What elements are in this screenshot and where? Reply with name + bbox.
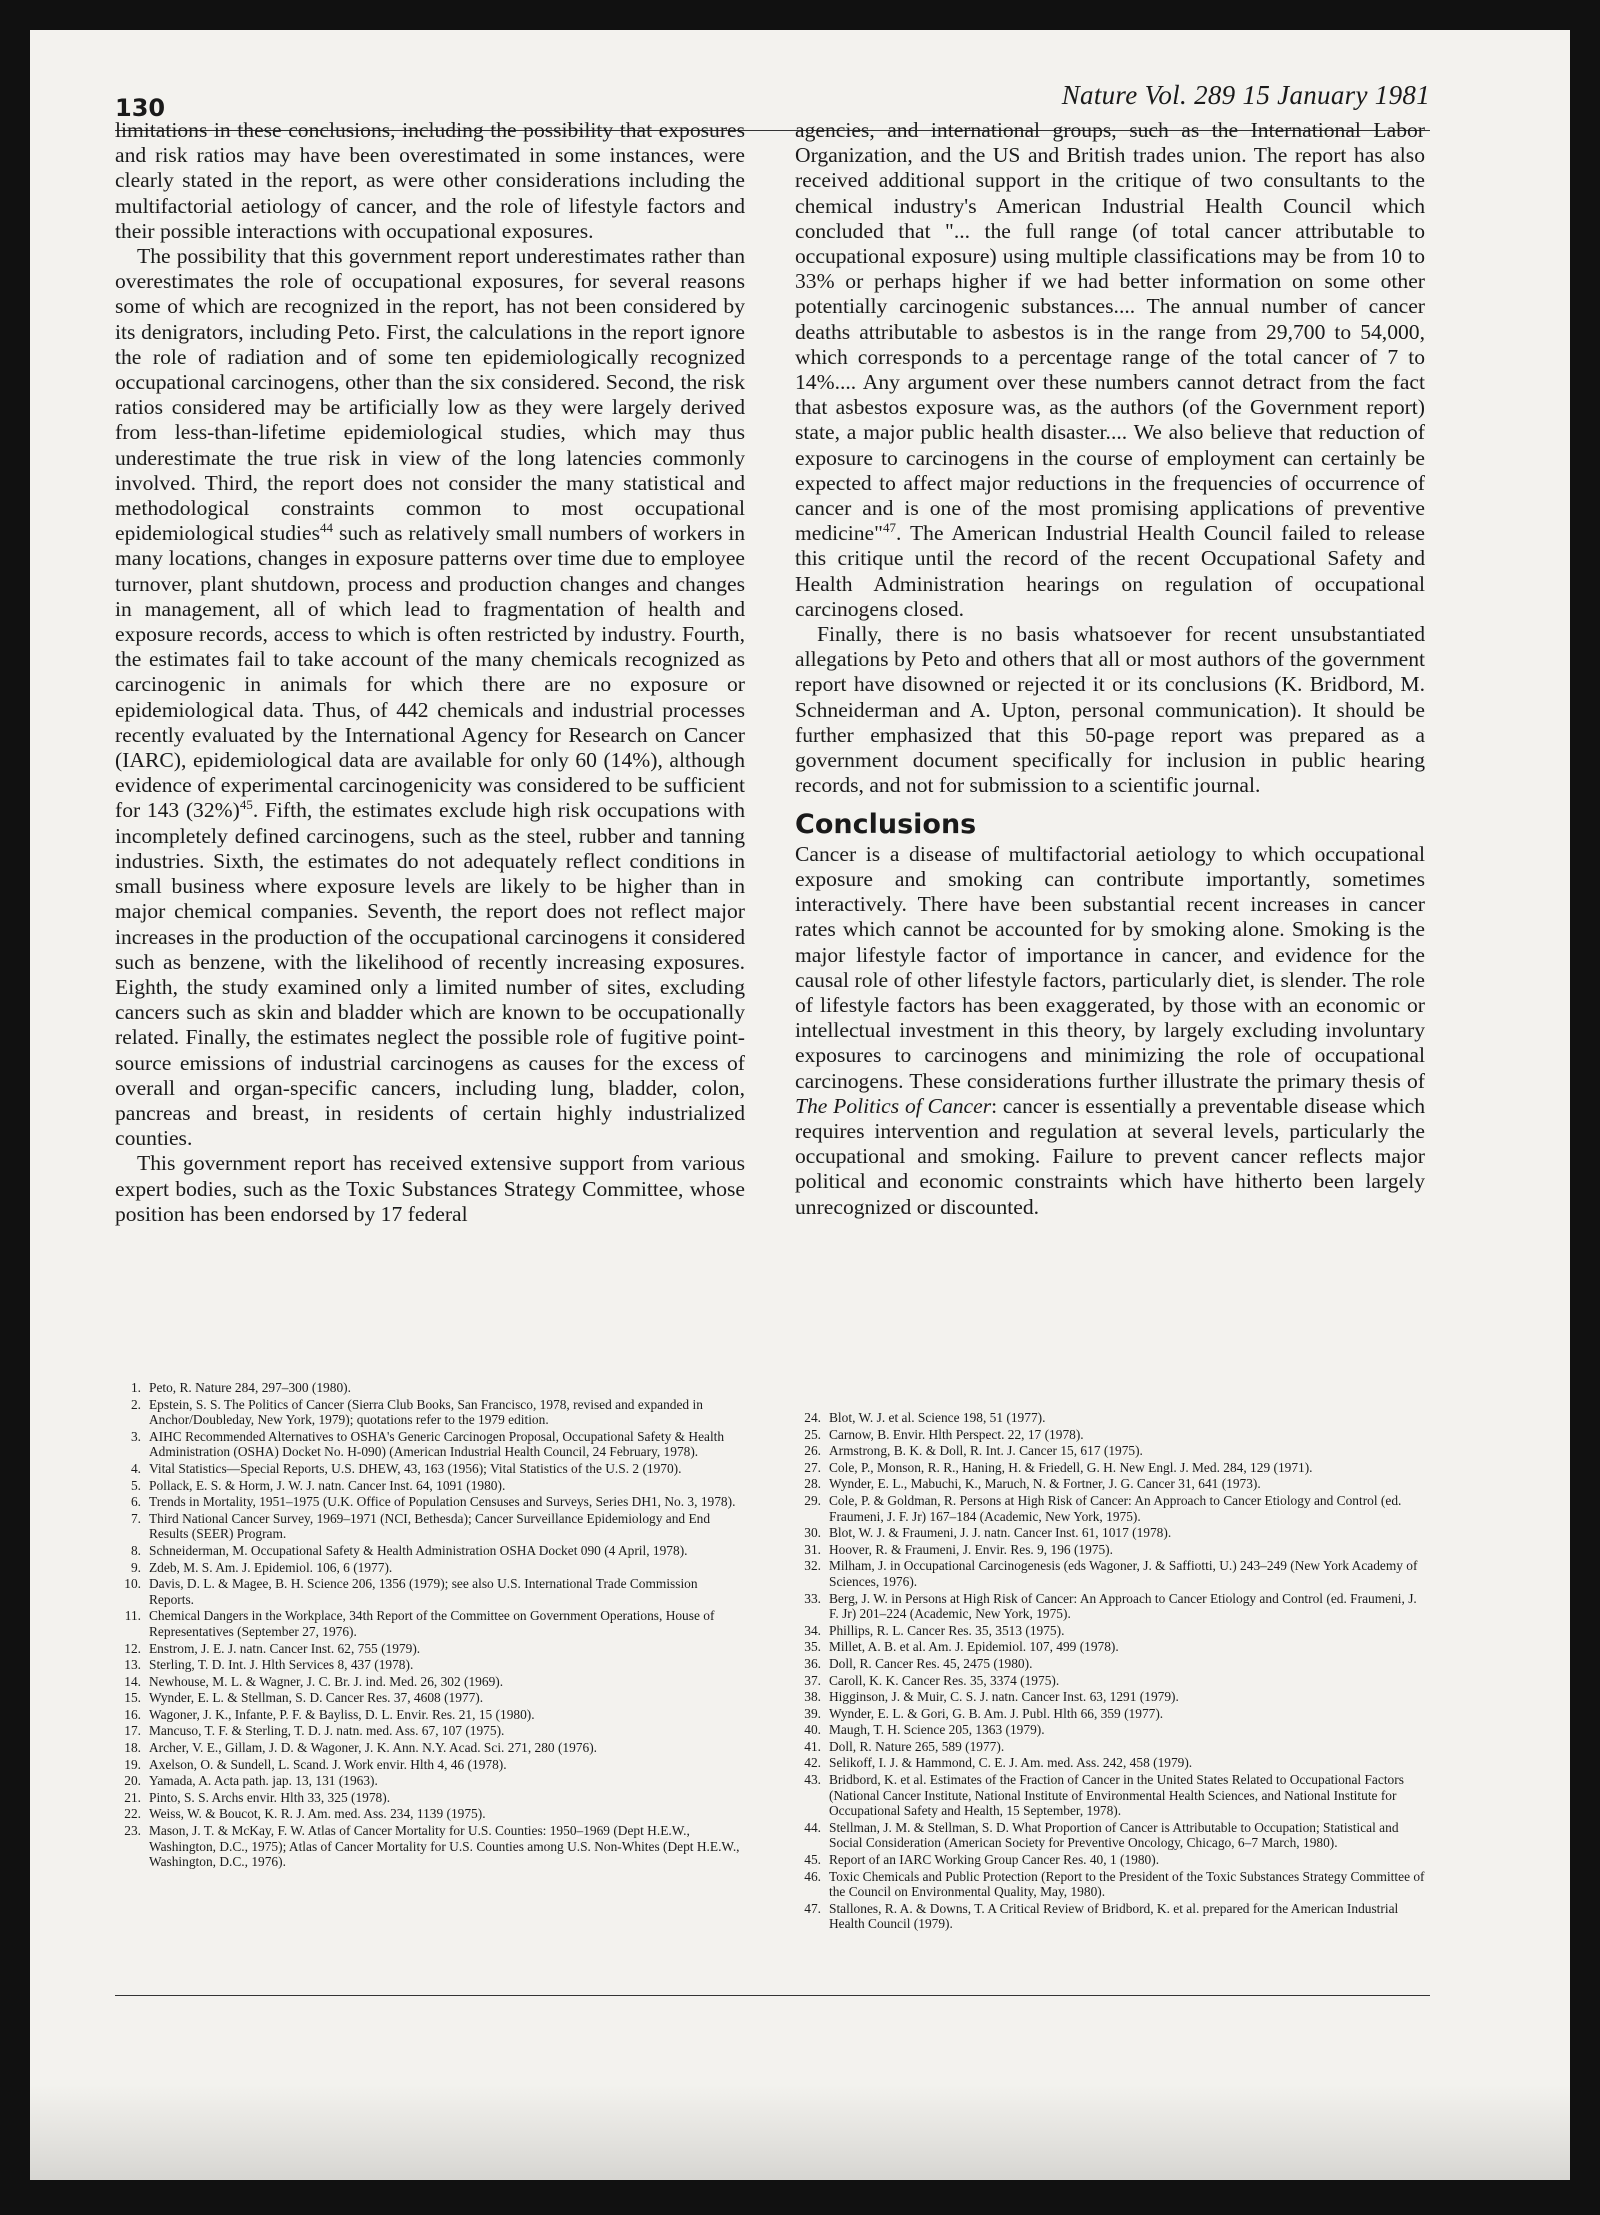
reference-item [115,1429,745,1460]
reference-item [115,1494,745,1510]
reference-number: 30. [804,1525,821,1541]
reference-text: Pollack, E. S. & Horm, J. W. J. natn. Cancer Inst. 64, 1091 (1980). [149,1477,506,1493]
reference-text: Blot, W. J. & Fraumeni, J. J. natn. Cancer Inst. 61, 1017 (1978). [829,1525,1172,1541]
reference-number: 18. [124,1740,141,1756]
reference-item [795,1639,1425,1655]
reference-item [115,1757,745,1773]
reference-number: 7. [130,1510,141,1526]
reference-text: Trends in Mortality, 1951–1975 (U.K. Office of Population Censuses and Surveys, Series DH1, No. 3, 1978). [149,1494,736,1510]
reference-number: 13. [124,1657,141,1673]
reference-number: 33. [804,1590,821,1606]
reference-item [115,1790,745,1806]
journal-page [30,30,1570,2180]
page-bottom-edge [30,2085,1570,2180]
reference-number: 11. [124,1608,141,1624]
reference-item [115,1543,745,1559]
reference-number: 47. [804,1900,821,1916]
reference-item [115,1511,745,1542]
reference-item [795,1820,1425,1851]
reference-text: Selikoff, I. J. & Hammond, C. E. J. Am. med. Ass. 242, 458 (1979). [829,1755,1193,1771]
reference-number: 23. [124,1823,141,1839]
reference-item [115,1397,745,1428]
reference-text: Vital Statistics—Special Reports, U.S. DHEW, 43, 163 (1956); Vital Statistics of the U.S. 2 (1970). [149,1460,682,1476]
section-heading: Conclusions [795,809,977,841]
reference-number: 19. [124,1756,141,1772]
reference-text: Sterling, T. D. Int. J. Hlth Services 8, 437 (1978). [149,1657,414,1673]
reference-number: 42. [804,1755,821,1771]
reference-item [115,1576,745,1607]
reference-item [795,1772,1425,1819]
footer-rule [115,1995,1430,1996]
reference-number: 5. [130,1477,141,1493]
reference-text: Caroll, K. K. Cancer Res. 35, 3374 (1975). [829,1672,1060,1688]
reference-text: Mancuso, T. F. & Sterling, T. D. J. natn. med. Ass. 67, 107 (1975). [149,1723,505,1739]
citation-superscript: 44 [320,520,334,536]
reference-item [795,1852,1425,1868]
citation-superscript: 45 [239,797,253,813]
references-left [115,1380,745,1871]
reference-number: 6. [130,1494,141,1510]
reference-number: 27. [804,1459,821,1475]
reference-item [795,1755,1425,1771]
paragraph: This government report has received extensive support from various expert bodies, such as the Toxic Substances Strategy Committee, whose position has been endorsed by 17 federal [115,1151,745,1226]
reference-item [795,1460,1425,1476]
reference-number: 16. [124,1706,141,1722]
reference-number: 22. [124,1806,141,1822]
text-run: : cancer is essentially a preventable disease which requires intervention and regulation at several levels, particularly the occupational and smoking. Failure to prevent cancer reflects major political and economic constraints which have hitherto been largely unrecognized or discounted. [795,1093,1425,1219]
reference-item [795,1591,1425,1622]
reference-item [795,1443,1425,1459]
paragraph [795,842,1425,1220]
reference-text: Wynder, E. L. & Stellman, S. D. Cancer Res. 37, 4608 (1977). [149,1690,484,1706]
reference-text: Wynder, E. L. & Gori, G. B. Am. J. Publ. Hlth 66, 359 (1977). [829,1705,1164,1721]
reference-item [795,1673,1425,1689]
reference-number: 15. [124,1690,141,1706]
reference-text: Higginson, J. & Muir, C. S. J. natn. Cancer Inst. 63, 1291 (1979). [829,1689,1179,1705]
reference-text: Cole, P., Monson, R. R., Haning, H. & Friedell, G. H. New Engl. J. Med. 284, 129 (1971). [829,1459,1313,1475]
reference-item [115,1806,745,1822]
page-number: 130 [115,94,166,122]
reference-number: 45. [804,1852,821,1868]
text-run: . Fifth, the estimates exclude high risk occupations with incompletely defined carcinogens, such as the steel, rubber and tanning industries. Sixth, the estimates do not adequately reflect conditions in small business where exposure levels are likely to be higher than in major chemical companies. Seventh, the report does not reflect major increases in the production of the occupational carcinogens it considered such as benzene, with the likelihood of recently increasing exposures. Eighth, the study examined only a limited number of sites, excluding cancers such as skin and bladder which are known to be occupationally related. Finally, the estimates neglect the possible role of fugitive point-source emissions of industrial carcinogens as causes for the excess of overall and organ-specific cancers, including lung, bladder, colon, pancreas and breast, in residents of certain highly industrialized counties. [115,798,745,1151]
paragraph: limitations in these conclusions, including the possibility that exposures and risk ratios may have been overestimated in some instances, were clearly stated in the report, as were other considerations including the multifactorial aetiology of cancer, and the role of lifestyle factors and their possible interactions with occupational exposures. [115,118,745,243]
reference-item [795,1689,1425,1705]
paragraph: Finally, there is no basis whatsoever for recent unsubstantiated allegations by Peto and others that all or most authors of the government report have disowned or rejected it or its conclusions (K. Bridbord, M. Schneiderman and A. Upton, personal communication). It should be further emphasized that this 50-page report was prepared as a government document specifically for inclusion in public hearing records, and not for submission to a scientific journal. [795,622,1425,798]
reference-number: 3. [130,1428,141,1444]
reference-item [795,1493,1425,1524]
reference-number: 43. [804,1772,821,1788]
reference-number: 25. [804,1426,821,1442]
reference-number: 35. [804,1639,821,1655]
reference-text: Doll, R. Nature 265, 589 (1977). [829,1738,1005,1754]
reference-text: Stallones, R. A. & Downs, T. A Critical Review of Bridbord, K. et al. prepared for the American Industrial Health Council (1979). [829,1900,1399,1932]
reference-text: Milham, J. in Occupational Carcinogenesis (eds Wagoner, J. & Saffiotti, U.) 243–249 (New York Academy of Sciences, 1976). [829,1558,1418,1589]
reference-number: 38. [804,1689,821,1705]
reference-text: Yamada, A. Acta path. jap. 13, 131 (1963). [149,1773,378,1789]
reference-number: 29. [804,1492,821,1508]
text-run: . The American Industrial Health Council failed to release this critique until the record of the recent Occupational Safety and Health Administration hearings on regulation of occupational carcinogens closed. [795,521,1425,621]
reference-number: 14. [124,1673,141,1689]
book-title: The Politics of Cancer [795,1093,992,1118]
reference-number: 37. [804,1672,821,1688]
reference-text: Phillips, R. L. Cancer Res. 35, 3513 (1975). [829,1622,1065,1638]
reference-text: Wynder, E. L., Mabuchi, K., Maruch, N. & Fortner, J. G. Cancer 31, 641 (1973). [829,1476,1261,1492]
reference-text: Peto, R. Nature 284, 297–300 (1980). [149,1380,351,1395]
reference-text: Chemical Dangers in the Workplace, 34th Report of the Committee on Government Operations, House of Representatives (September 27, 1976). [149,1608,715,1639]
reference-text: Carnow, B. Envir. Hlth Perspect. 22, 17 (1978). [829,1426,1084,1442]
text-run: Cancer is a disease of multifactorial aetiology to which occupational exposure and smoking can contribute importantly, sometimes interactively. There have been substantial recent increases in cancer rates which cannot be accounted for by smoking alone. Smoking is the major lifestyle factor of importance in cancer, and evidence for the causal role of other lifestyle factors, particularly diet, is slender. The role of lifestyle factors has been exaggerated, by those with an economic or intellectual investment in this theory, by largely excluding involuntary exposures to carcinogens and minimizing the role of occupational carcinogens. These considerations further illustrate the primary thesis of [795,841,1425,1093]
reference-number: 9. [130,1559,141,1575]
reference-text: Millet, A. B. et al. Am. J. Epidemiol. 107, 499 (1978). [829,1639,1119,1655]
reference-number: 36. [804,1655,821,1671]
reference-item [795,1869,1425,1900]
paragraph [115,244,745,1151]
reference-text: Blot, W. J. et al. Science 198, 51 (1977). [829,1410,1046,1425]
reference-item [115,1461,745,1477]
reference-item [795,1739,1425,1755]
reference-number: 2. [130,1396,141,1412]
reference-text: Maugh, T. H. Science 205, 1363 (1979). [829,1722,1045,1738]
reference-text: Stellman, J. M. & Stellman, S. D. What Proportion of Cancer is Attributable to Occupation; Statistical and Social Consideration (American Society for Preventive Oncology, Chicago, 6–7 March, 1980). [829,1819,1399,1851]
text-run: agencies, and international groups, such as the International Labor Organization, and the US and British trades union. The report has also received additional support in the critique of two consultants to the chemical industry's American Industrial Health Council which concluded that "... the full range (of total cancer attributable to occupational exposure) using multiple classifications may be from 10 to 33% or perhaps higher if we had better information on some other potentially carcinogenic substances.... The annual number of cancer deaths attributable to asbestos is in the range from 29,700 to 54,000, which corresponds to a percentage range of the total cancer of 7 to 14%.... Any argument over these numbers cannot detract from the fact that asbestos exposure was, as the authors (of the Government report) state, a major public health disaster.... We also believe that reduction of exposure to carcinogens in the course of employment can certainly be expected to affect major reductions in the frequencies of occurrence of cancer and is one of the most promising applications of preventive medicine" [795,118,1425,546]
reference-item [115,1823,745,1870]
reference-text: Hoover, R. & Fraumeni, J. Envir. Res. 9, 196 (1975). [829,1541,1113,1557]
reference-number: 34. [804,1622,821,1638]
reference-text: Armstrong, B. K. & Doll, R. Int. J. Cancer 15, 617 (1975). [829,1443,1143,1459]
reference-number: 10. [124,1576,141,1592]
reference-item [115,1641,745,1657]
reference-number: 21. [124,1789,141,1805]
reference-number: 17. [124,1723,141,1739]
reference-number: 28. [804,1476,821,1492]
reference-text: Davis, D. L. & Magee, B. H. Science 206, 1356 (1979); see also U.S. International Trade Commission Reports. [149,1576,698,1607]
reference-number: 4. [130,1460,141,1476]
references-right [795,1410,1425,1933]
left-column [115,118,745,1227]
reference-item [795,1706,1425,1722]
reference-text: Toxic Chemicals and Public Protection (Report to the President of the Toxic Substances Strategy Committee of the Council on Environmental Quality, May, 1980). [829,1868,1425,1900]
reference-text: Third National Cancer Survey, 1969–1971 (NCI, Bethesda); Cancer Surveillance Epidemiology and End Results (SEER) Program. [149,1510,711,1542]
reference-number: 46. [804,1868,821,1884]
reference-item [795,1525,1425,1541]
reference-item [795,1476,1425,1492]
reference-item [115,1740,745,1756]
reference-item [795,1558,1425,1589]
reference-text: Epstein, S. S. The Politics of Cancer (Sierra Club Books, San Francisco, 1978, revised and expanded in Anchor/Doubleday, New York, 1979); quotations refer to the 1979 edition. [149,1396,703,1428]
reference-item [795,1722,1425,1738]
reference-number: 8. [130,1542,141,1558]
text-run: The possibility that this government report underestimates rather than overestimates the role of occupational exposures, for several reasons some of which are recognized in the report, has not been considered by its denigrators, including Peto. First, the calculations in the report ignore the role of radiation and of some ten epidemiologically recognized occupational carcinogens, other than the six considered. Second, the risk ratios considered may be artificially low as they were largely derived from less-than-lifetime epidemiological studies, which may thus underestimate the true risk in view of the long latencies commonly involved. Third, the report does not consider the many statistical and methodological constraints common to most occupational epidemiological studies [115,244,745,546]
citation-superscript: 47 [882,520,896,536]
reference-number: 31. [804,1541,821,1557]
reference-item [795,1656,1425,1672]
right-column [795,118,1425,1220]
reference-item [115,1657,745,1673]
reference-text: Report of an IARC Working Group Cancer Res. 40, 1 (1980). [829,1852,1160,1868]
reference-text: Pinto, S. S. Archs envir. Hlth 33, 325 (1978). [149,1789,391,1805]
reference-number: 24. [804,1410,821,1425]
reference-number: 41. [804,1738,821,1754]
reference-text: Bridbord, K. et al. Estimates of the Fraction of Cancer in the United States Related to Occupational Factors (National Cancer Institute, National Institute of Environmental Health Sciences, and National Institute for Occupational Safety and Health, 15 September, 1978). [829,1772,1404,1819]
reference-item [115,1560,745,1576]
reference-text: Schneiderman, M. Occupational Safety & Health Administration OSHA Docket 090 (4 April, 1978). [149,1542,688,1558]
reference-text: AIHC Recommended Alternatives to OSHA's Generic Carcinogen Proposal, Occupational Safety & Health Administration (OSHA) Docket No. H-090) (American Industrial Health Council, 24 February, 1978). [149,1428,725,1460]
text-run: such as relatively small numbers of workers in many locations, changes in exposure patterns over time due to employee turnover, plant shutdown, process and production changes and changes in management, all of which lead to fragmentation of health and exposure records, access to which is often restricted by industry. Fourth, the estimates fail to take account of the many chemicals recognized as carcinogenic in animals for which there are no exposure or epidemiological data. Thus, of 442 chemicals and industrial processes recently evaluated by the International Agency for Research on Cancer (IARC), epidemiological data are available for only 60 (14%), although evidence of experimental carcinogenicity was considered to be sufficient for 143 (32%) [115,521,745,823]
journal-citation: Nature Vol. 289 15 January 1981 [1061,80,1430,110]
reference-number: 39. [804,1705,821,1721]
reference-item [795,1427,1425,1443]
reference-item [115,1674,745,1690]
reference-item [795,1901,1425,1932]
reference-text: Cole, P. & Goldman, R. Persons at High Risk of Cancer: An Approach to Cancer Etiology and Control (ed. Fraumeni, J. F. Jr) 167–184 (Academic, New York, 1975). [829,1492,1402,1524]
reference-text: Berg, J. W. in Persons at High Risk of Cancer: An Approach to Cancer Etiology and Control (ed. Fraumeni, J. F. Jr) 201–224 (Academic, New York, 1975). [829,1590,1417,1622]
reference-number: 20. [124,1773,141,1789]
reference-item [115,1690,745,1706]
reference-item [115,1773,745,1789]
reference-text: Weiss, W. & Boucot, K. R. J. Am. med. Ass. 234, 1139 (1975). [149,1806,486,1822]
reference-item [795,1623,1425,1639]
reference-text: Wagoner, J. K., Infante, P. F. & Bayliss, D. L. Envir. Res. 21, 15 (1980). [149,1706,535,1722]
reference-number: 12. [124,1640,141,1656]
reference-text: Doll, R. Cancer Res. 45, 2475 (1980). [829,1655,1033,1671]
reference-text: Mason, J. T. & McKay, F. W. Atlas of Cancer Mortality for U.S. Counties: 1950–1969 (Dept H.E.W., Washington, D.C., 1975); Atlas of Cancer Mortality for U.S. Counties among U.S. Non-Whites (Dept H.E.W., Washington, D.C., 1976). [149,1823,740,1870]
reference-item [115,1478,745,1494]
reference-text: Axelson, O. & Sundell, L. Scand. J. Work envir. Hlth 4, 46 (1978). [149,1756,507,1772]
reference-number: 32. [804,1558,821,1574]
reference-number: 40. [804,1722,821,1738]
reference-item [795,1410,1425,1426]
reference-number: 44. [804,1819,821,1835]
reference-number: 1. [130,1380,141,1395]
reference-text: Archer, V. E., Gillam, J. D. & Wagoner, J. K. Ann. N.Y. Acad. Sci. 271, 280 (1976). [149,1740,598,1756]
reference-item [115,1707,745,1723]
reference-item [115,1608,745,1639]
reference-number: 26. [804,1443,821,1459]
reference-text: Zdeb, M. S. Am. J. Epidemiol. 106, 6 (1977). [149,1559,393,1575]
reference-item [115,1380,745,1396]
reference-item [795,1542,1425,1558]
reference-item [115,1723,745,1739]
paragraph [795,118,1425,622]
reference-text: Newhouse, M. L. & Wagner, J. C. Br. J. ind. Med. 26, 302 (1969). [149,1673,504,1689]
reference-text: Enstrom, J. E. J. natn. Cancer Inst. 62, 755 (1979). [149,1640,421,1656]
